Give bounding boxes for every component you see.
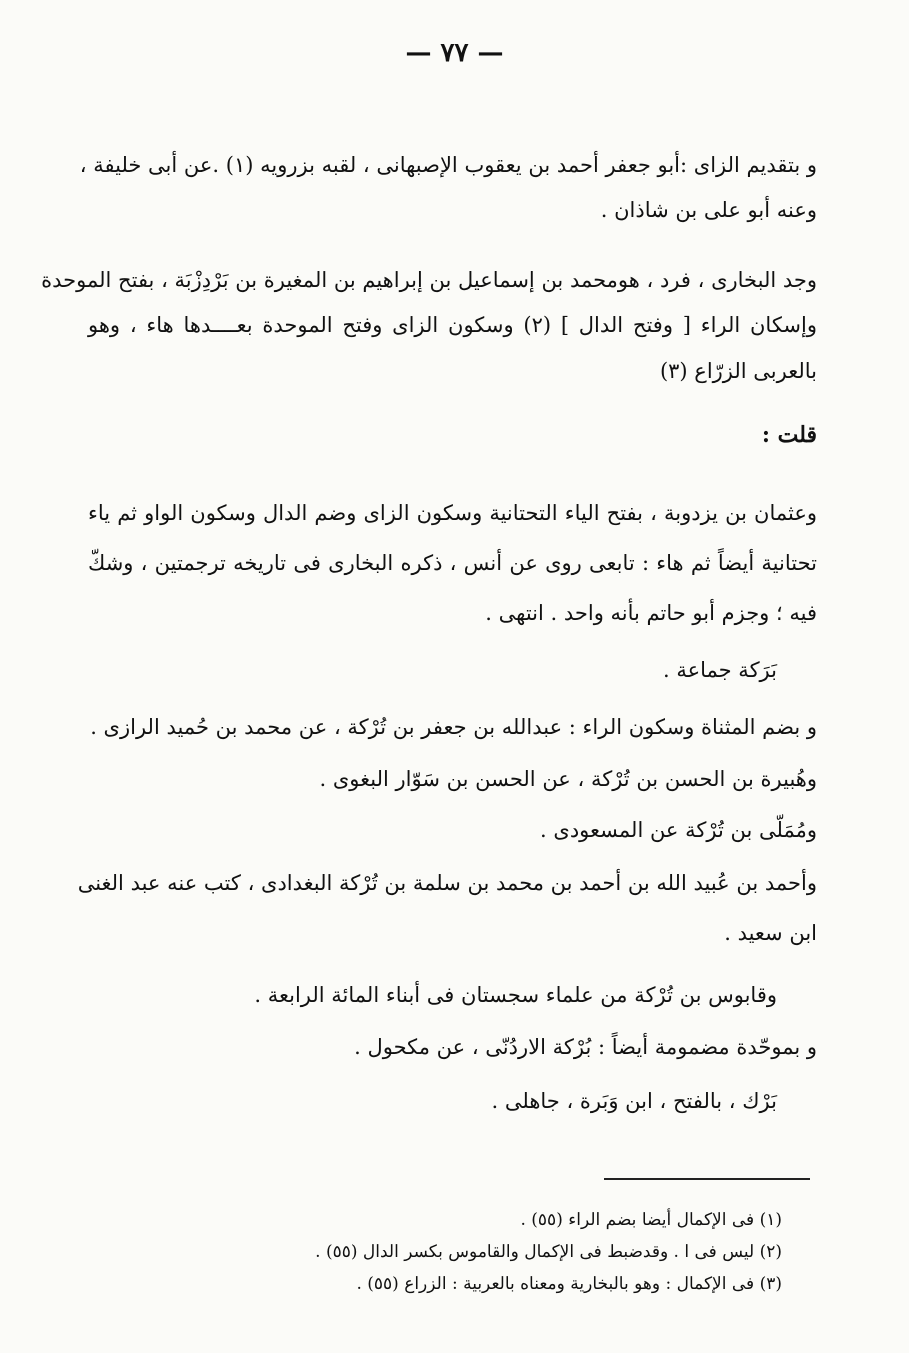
p2-line2: وإسكان الراء [ وفتح الدال ] (٢) وسكون الزاى وفتح الموحدة بعــــدها هاء ، وهو xyxy=(88,313,817,337)
p9: وقابوس بن تُرْكة من علماء سجستان فى أبناء المائة الرابعة . xyxy=(254,983,777,1007)
p8-line1: وأحمد بن عُبيد الله بن أحمد بن محمد بن سلمة بن تُرْكة البغدادى ، كتب عنه عبد الغنى xyxy=(77,871,817,895)
footnote-1: (١) فى الإكمال أيضا بضم الراء (٥٥) . xyxy=(520,1210,782,1230)
footnote-2: (٢) ليس فى ا . وقدضبط فى الإكمال والقاموس بكسر الدال (٥٥) . xyxy=(315,1242,782,1262)
p3-line1: وعثمان بن يزدوبة ، بفتح الياء التحتانية وسكون الزاى وضم الدال وسكون الواو ثم ياء xyxy=(88,501,817,525)
section-heading: قلت : xyxy=(761,422,817,448)
p3-line3: فيه ؛ وجزم أبو حاتم بأنه واحد . انتهى . xyxy=(485,601,817,625)
p6: وهُبيرة بن الحسن بن تُرْكة ، عن الحسن بن سَوّار البغوى . xyxy=(319,767,817,791)
p8-line2: ابن سعيد . xyxy=(724,921,817,945)
footnote-separator xyxy=(604,1178,810,1180)
p7: ومُمَلّى بن تُرْكة عن المسعودى . xyxy=(540,818,817,842)
p2-line3: بالعربى الزرّاع (٣) xyxy=(659,359,817,383)
p11: بَرْك ، بالفتح ، ابن وَبَرة ، جاهلى . xyxy=(491,1089,777,1113)
p4: بَرَكة جماعة . xyxy=(662,658,777,682)
footnote-3: (٣) فى الإكمال : وهو بالبخارية ومعناه بالعربية : الزراع (٥٥) . xyxy=(356,1274,782,1294)
p2-line1: وجد البخارى ، فرد ، هومحمد بن إسماعيل بن إبراهيم بن المغيرة بن بَرْدِزْبَة ، بفتح الموحدة xyxy=(41,268,817,292)
p1-line1: و بتقديم الزاى :أبو جعفر أحمد بن يعقوب الإصبهانى ، لقبه بزرويه (١) .عن أبى خليفة ، xyxy=(79,153,817,177)
p1-line2: وعنه أبو على بن شاذان . xyxy=(600,198,817,222)
page-number: — ٧٧ — xyxy=(405,38,504,68)
p3-line2: تحتانية أيضاً ثم هاء : تابعى روى عن أنس ، ذكره البخارى فى تاريخه ترجمتين ، وشكّ xyxy=(88,551,817,575)
p5: و بضم المثناة وسكون الراء : عبدالله بن جعفر بن تُرْكة ، عن محمد بن حُميد الرازى . xyxy=(90,715,817,739)
p10: و بموحّدة مضمومة أيضاً : بُرْكة الاردُنّى ، عن مكحول . xyxy=(354,1035,817,1059)
